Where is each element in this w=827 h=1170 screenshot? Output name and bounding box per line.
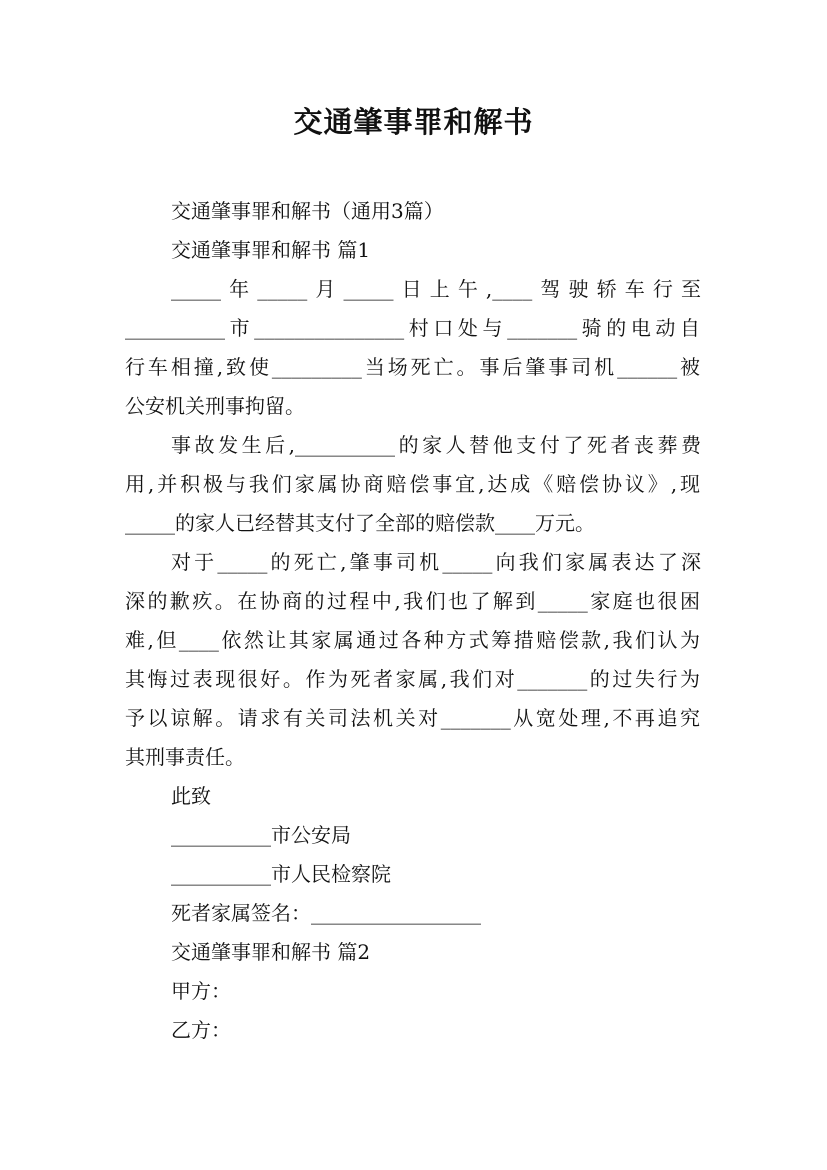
paragraph-3-line-1: 对于_____的死亡,肇事司机_____向我们家属表达了深 [171,550,701,574]
section-1-heading: 交通肇事罪和解书 篇1 [171,238,371,262]
document-subtitle: 交通肇事罪和解书（通用3篇） [171,199,444,223]
paragraph-3-line-2: 深的歉疚。在协商的过程中,我们也了解到_____家庭也很困 [125,589,700,613]
paragraph-3-line-4: 其悔过表现很好。作为死者家属,我们对_______的过失行为 [125,667,700,691]
paragraph-2-line-3: _____的家人已经替其支付了全部的赔偿款____万元。 [125,511,595,535]
paragraph-3-line-3: 难,但____依然让其家属通过各种方式筹措赔偿款,我们认为 [125,628,700,652]
paragraph-3-line-5: 予以谅解。请求有关司法机关对_______从宽处理,不再追究 [125,706,700,730]
closing-salutation: 此致 [171,784,211,808]
paragraph-1-line-4: 公安机关刑事拘留。 [125,394,305,418]
recipient-procuratorate: __________市人民检察院 [171,862,391,886]
paragraph-1-line-1: _____年_____月_____日上午,____驾驶轿车行至 [171,277,701,301]
section-2-heading: 交通肇事罪和解书 篇2 [171,940,371,964]
party-b-label: 乙方： [171,1018,231,1042]
signature-line: 死者家属签名：_________________ [171,901,481,925]
document-title: 交通肇事罪和解书 [293,105,534,139]
paragraph-1-line-3: 行车相撞,致使_________当场死亡。事后肇事司机______被 [125,355,700,379]
paragraph-2-line-1: 事故发生后,__________的家人替他支付了死者丧葬费 [171,433,701,457]
party-a-label: 甲方： [171,979,231,1003]
recipient-police: __________市公安局 [171,823,351,847]
paragraph-2-line-2: 用,并积极与我们家属协商赔偿事宜,达成《赔偿协议》,现 [125,472,700,496]
paragraph-1-line-2: __________市_______________村口处与_______骑的电动自 [125,316,700,340]
paragraph-3-line-6: 其刑事责任。 [125,745,245,769]
